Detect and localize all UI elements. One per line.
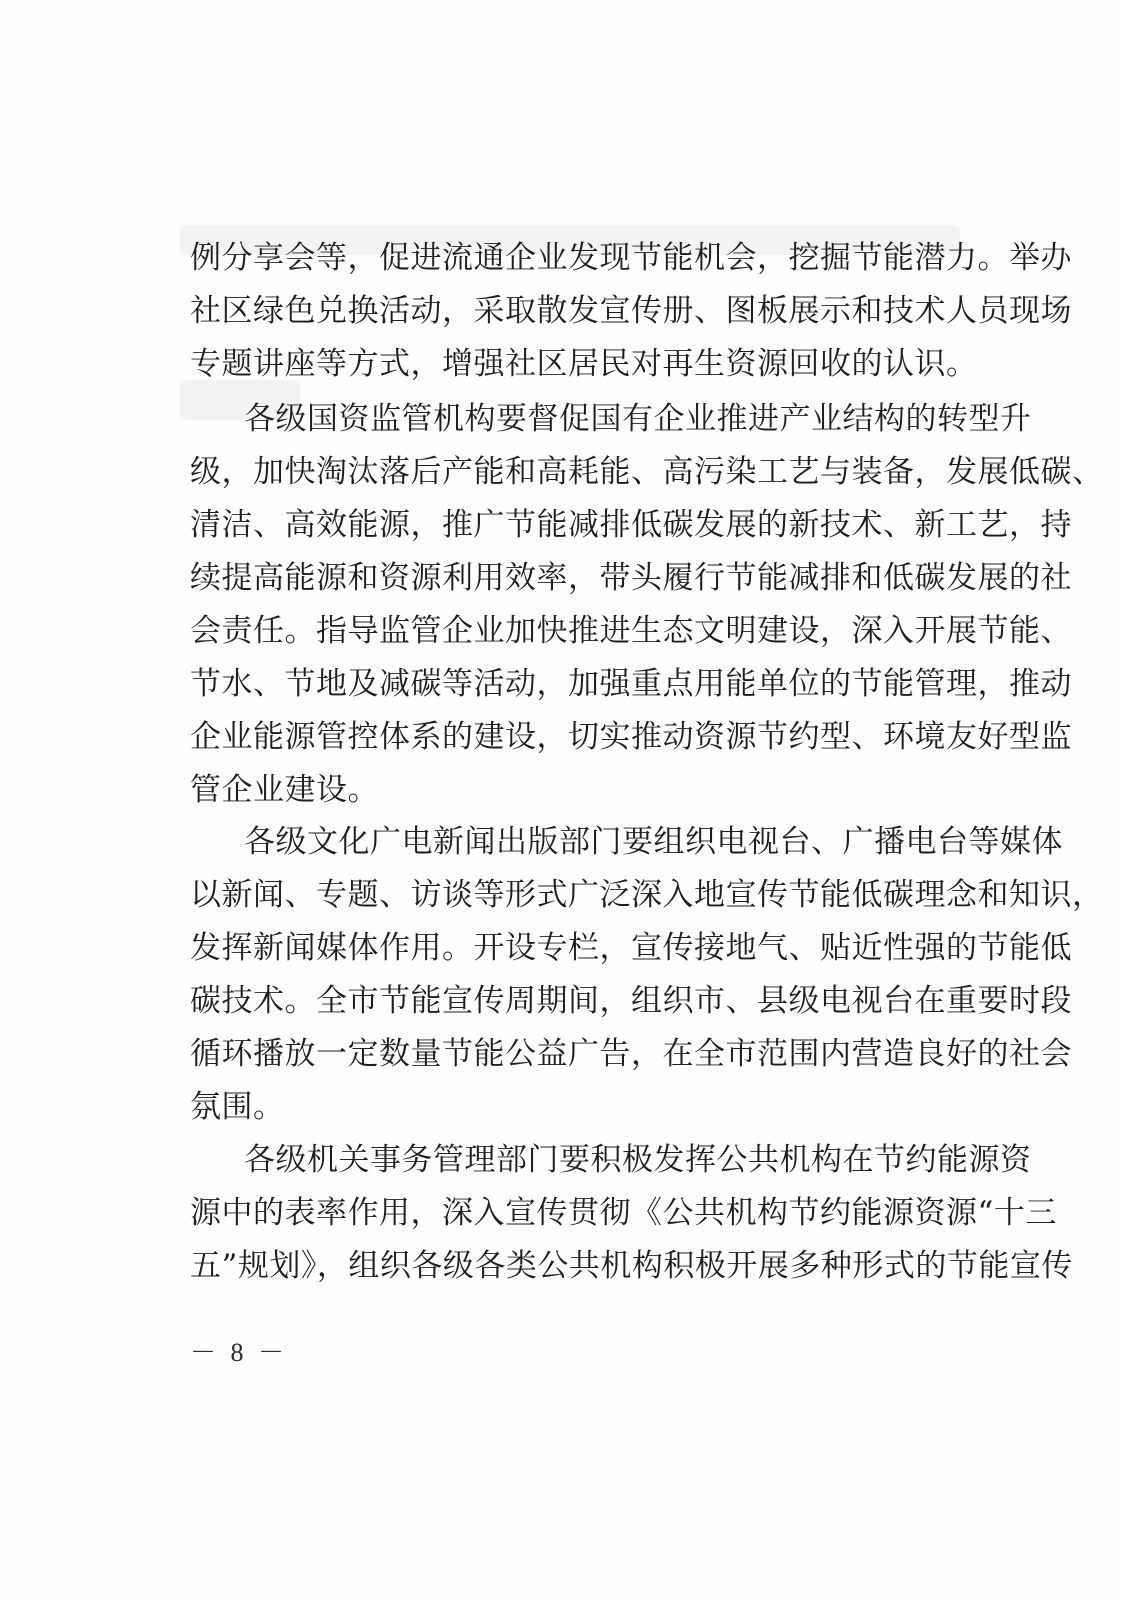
paragraph-start-line: 各级国资监管机构要督促国有企业推进产业结构的转型升 (244, 401, 1032, 437)
text-line: 源中的表率作用，深入宣传贯彻《公共机构节约能源资源“十三 (190, 1195, 1057, 1231)
paragraph-start-line: 各级文化广电新闻出版部门要组织电视台、广播电台等媒体 (244, 824, 1063, 860)
text-line: 企业能源管控体系的建设，切实推动资源节约型、环境友好型监 (190, 719, 1072, 755)
page-number: － 8 － (190, 1338, 289, 1367)
text-line: 专题讲座等方式，增强社区居民对再生资源回收的认识。 (190, 346, 978, 382)
text-line: 级，加快淘汰落后产能和高耗能、高污染工艺与装备，发展低碳、 (190, 454, 1104, 490)
text-line: 发挥新闻媒体作用。开设专栏，宣传接地气、贴近性强的节能低 (190, 930, 1072, 966)
text-line: 五”规划》，组织各级各类公共机构积极开展多种形式的节能宣传 (190, 1248, 1073, 1284)
text-line: 循环播放一定数量节能公益广告，在全市范围内营造良好的社会 (190, 1036, 1072, 1072)
text-line: 续提高能源和资源利用效率，带头履行节能减排和低碳发展的社 (190, 560, 1072, 596)
text-line: 碳技术。全市节能宣传周期间，组织市、县级电视台在重要时段 (190, 983, 1072, 1019)
text-line: 社区绿色兑换活动，采取散发宣传册、图板展示和技术人员现场 (190, 293, 1072, 329)
text-line: 例分享会等，促进流通企业发现节能机会，挖掘节能潜力。举办 (190, 240, 1072, 276)
text-line: 节水、节地及减碳等活动，加强重点用能单位的节能管理，推动 (190, 666, 1072, 702)
text-line: 会责任。指导监管企业加快推进生态文明建设，深入开展节能、 (190, 613, 1072, 649)
text-line: 管企业建设。 (190, 772, 379, 808)
text-line: 清洁、高效能源，推广节能减排低碳发展的新技术、新工艺，持 (190, 507, 1072, 543)
paragraph-start-line: 各级机关事务管理部门要积极发挥公共机构在节约能源资 (244, 1142, 1032, 1178)
text-line: 氛围。 (190, 1089, 285, 1125)
text-line: 以新闻、专题、访谈等形式广泛深入地宣传节能低碳理念和知识， (190, 877, 1104, 913)
